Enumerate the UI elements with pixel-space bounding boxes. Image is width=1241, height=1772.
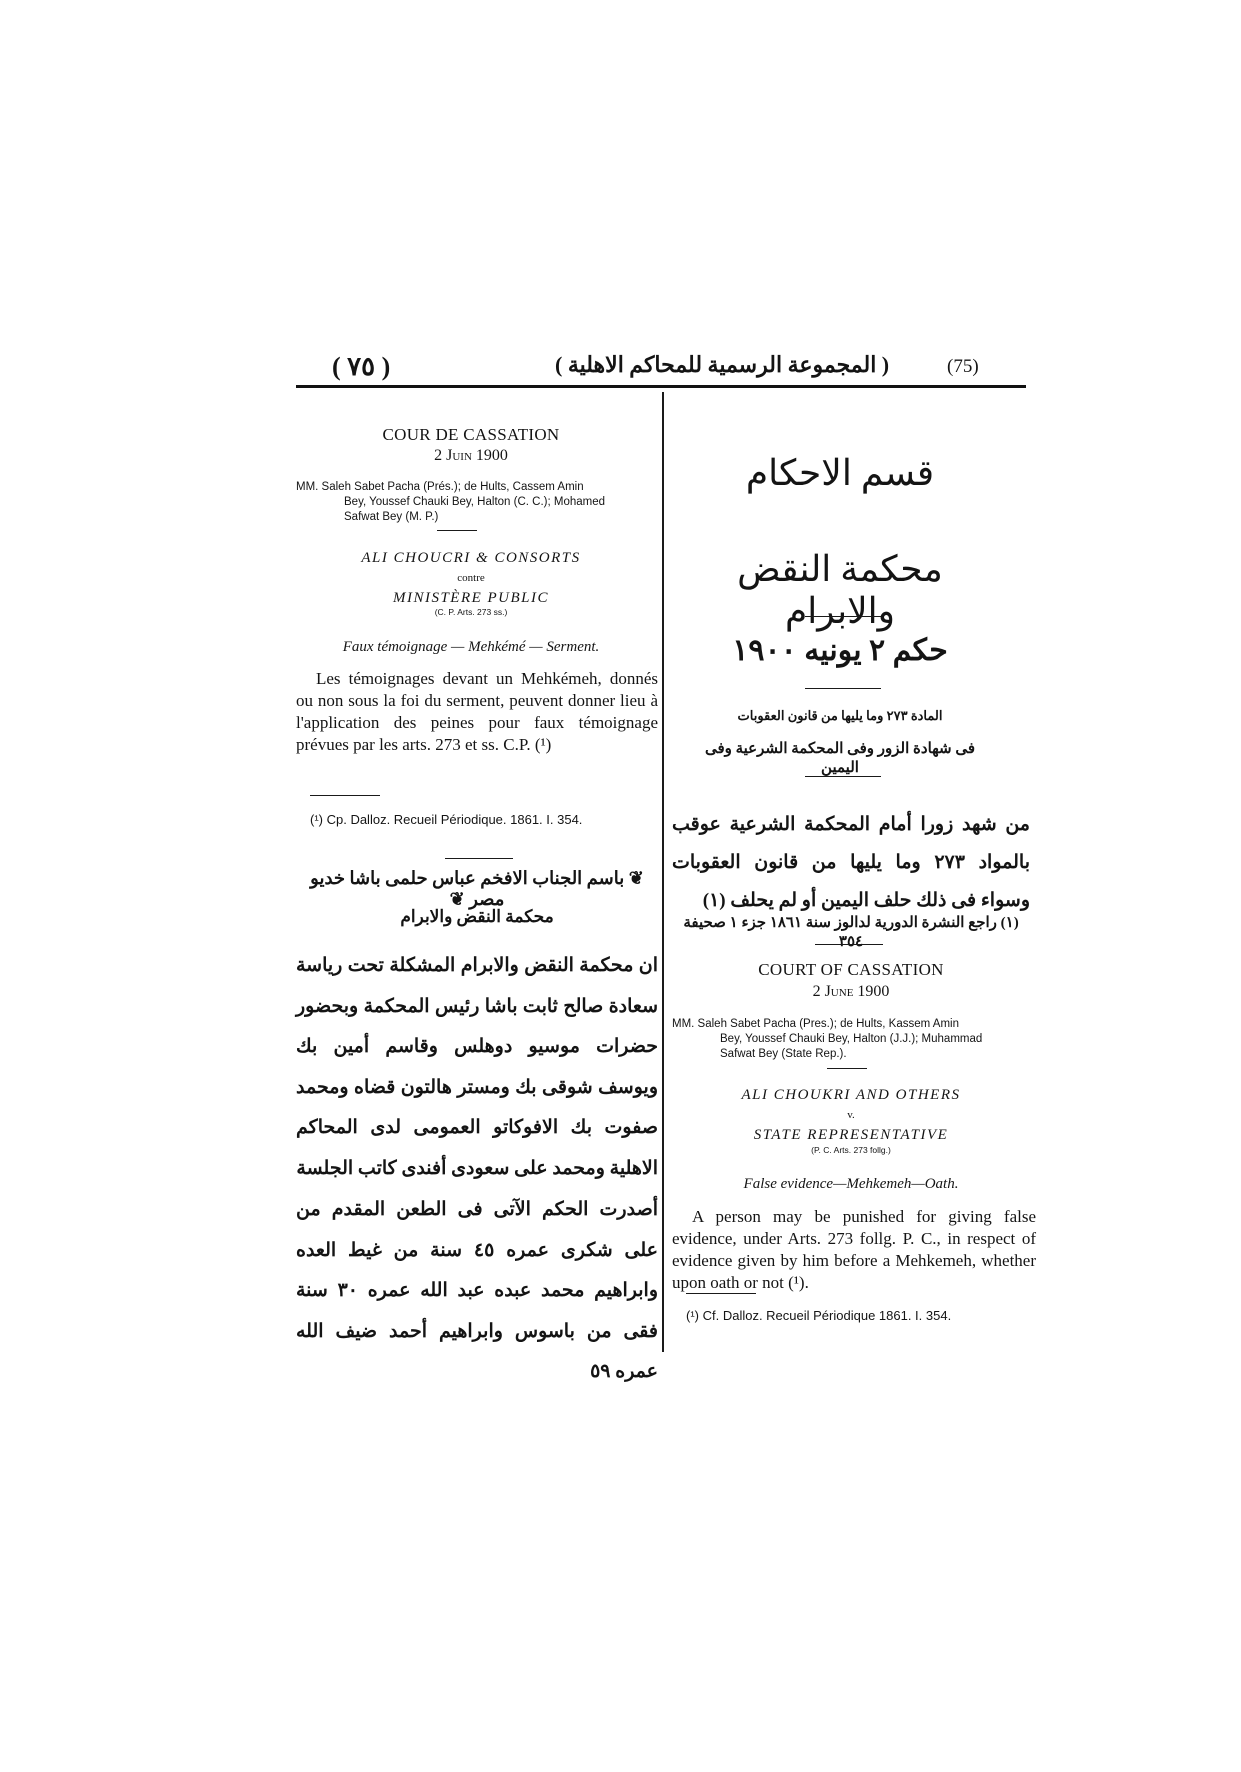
ar-title-rule-3 <box>805 776 881 777</box>
fr-summary: Les témoignages devant un Mehkémeh, donnés ou non sous la foi du serment, peuvent donner lieu à l'application des peines pour faux témoignage prévues par les arts. 273 et ss. C.P. (¹) <box>296 669 658 754</box>
en-date: 2 June 1900 <box>812 983 890 1000</box>
fr-date: 2 Juin 1900 <box>434 447 508 464</box>
ar-right-footnote: (١) راجع النشرة الدورية لدالوز سنة ١٨٦١ جزء ١ صحيفة ٣٥٤ <box>683 915 1019 950</box>
fr-judges-line3: Safwat Bey (M. P.) <box>344 511 439 523</box>
en-court-name: COURT OF CASSATION <box>758 960 944 979</box>
en-parties <box>672 1085 1030 1145</box>
ar-subject: فى شهادة الزور وفى المحكمة الشرعية وفى اليمين <box>704 741 976 776</box>
en-summary: A person may be punished for giving false evidence, under Arts. 273 follg. P. C., in respect of evidence given by him before a Mehkemeh, whether upon oath or not (¹). <box>672 1207 1036 1292</box>
flourish-icon: ❦ <box>624 868 644 888</box>
fr-footnote: (¹) Cp. Dalloz. Recueil Périodique. 1861. I. 354. <box>310 812 583 827</box>
fr-short-rule <box>437 530 477 531</box>
fr-keywords: Faux témoignage — Mehkémé — Serment. <box>342 639 600 655</box>
fr-contre: contre <box>457 572 485 584</box>
en-short-rule <box>827 1068 867 1069</box>
ar-invocation <box>296 868 658 910</box>
ar-right-summary: من شهد زورا أمام المحكمة الشرعية عوقب بالمواد ٢٧٣ وما يليها من قانون العقوبات وسواء فى ذلك حلف اليمين أو لم يحلف (١) <box>672 814 1031 911</box>
en-party1: ALI CHOUKRI AND OTHERS <box>741 1087 961 1103</box>
ar-law-ref: المادة ٢٧٣ وما يليها من قانون العقوبات <box>737 708 943 723</box>
fr-judges <box>296 480 658 525</box>
fr-footnote-rule <box>310 795 380 796</box>
ar-title-rule-1 <box>805 616 881 617</box>
ar-left-court: محكمة النقض والابرام <box>400 907 554 926</box>
en-judges <box>672 1017 1037 1062</box>
fr-party2: MINISTÈRE PUBLIC <box>392 590 550 606</box>
fr-court-name: COUR DE CASSATION <box>382 425 560 444</box>
en-articles: (P. C. Arts. 273 follg.) <box>811 1145 891 1155</box>
en-keywords: False evidence—Mehkemeh—Oath. <box>743 1176 959 1192</box>
ar-left-para2: أصدرت الحكم الآتى فى الطعن المقدم من على شكرى عمره ٤٥ سنة من غيط العده وابراهيم محمد عبده عبد الله عمره ٣٠ سنة فقى من باسوس وابراهيم أحمد ضيف الله عمره ٥٩ <box>296 1199 658 1382</box>
en-party2: STATE REPRESENTATIVE <box>753 1127 949 1143</box>
ar-title-rule-2 <box>805 688 881 689</box>
en-versus: v. <box>847 1109 855 1121</box>
fr-judges-line1: MM. Saleh Sabet Pacha (Prés.); de Hults, Cassem Amin <box>296 481 584 493</box>
fr-parties <box>296 548 646 608</box>
ar-section-title: قسم الاحكام <box>745 453 935 493</box>
running-title: ( المجموعة الرسمية للمحاكم الاهلية ) <box>555 352 890 377</box>
page-number-latin: (75) <box>947 356 979 377</box>
en-footnote: (¹) Cf. Dalloz. Recueil Périodique 1861. I. 354. <box>686 1308 952 1323</box>
en-judges-line1: MM. Saleh Sabet Pacha (Pres.); de Hults, Kassem Amin <box>672 1018 959 1030</box>
header-rule <box>296 385 1026 388</box>
flourish-icon: ❦ <box>449 889 470 909</box>
ar-left-para1: ان محكمة النقض والابرام المشكلة تحت رياسة سعادة صالح ثابت باشا رئيس المحكمة وبحضور حضرات موسيو دوهلس وقاسم أمين بك ويوسف شوقى بك ومستر هالتون قضاه ومحمد صفوت بك الافوكاتو العمومى لدى المحاكم الاهلية ومحمد على سعودى أفندى كاتب الجلسة <box>296 955 658 1179</box>
ar-right-section-rule <box>815 944 883 945</box>
fr-party1: ALI CHOUCRI & CONSORTS <box>361 550 581 566</box>
fr-section-rule <box>445 858 513 859</box>
ar-court-title: محكمة النقض والابرام <box>737 549 943 631</box>
en-judges-line3: Safwat Bey (State Rep.). <box>720 1048 847 1060</box>
fr-articles: (C. P. Arts. 273 ss.) <box>434 607 508 617</box>
en-footnote-rule <box>686 1293 756 1294</box>
ar-judgment-date: حكم ٢ يونيه ١٩٠٠ <box>732 634 948 667</box>
column-divider <box>662 392 664 1352</box>
fr-judges-line2: Bey, Youssef Chauki Bey, Halton (C. C.); Mohamed <box>344 496 606 508</box>
page-number-arabic: ( ٧٥ ) <box>332 352 391 381</box>
ar-invocation-text: باسم الجناب الافخم عباس حلمى باشا خديو مصر <box>310 868 625 909</box>
en-judges-line2: Bey, Youssef Chauki Bey, Halton (J.J.); Muhammad <box>720 1033 983 1045</box>
